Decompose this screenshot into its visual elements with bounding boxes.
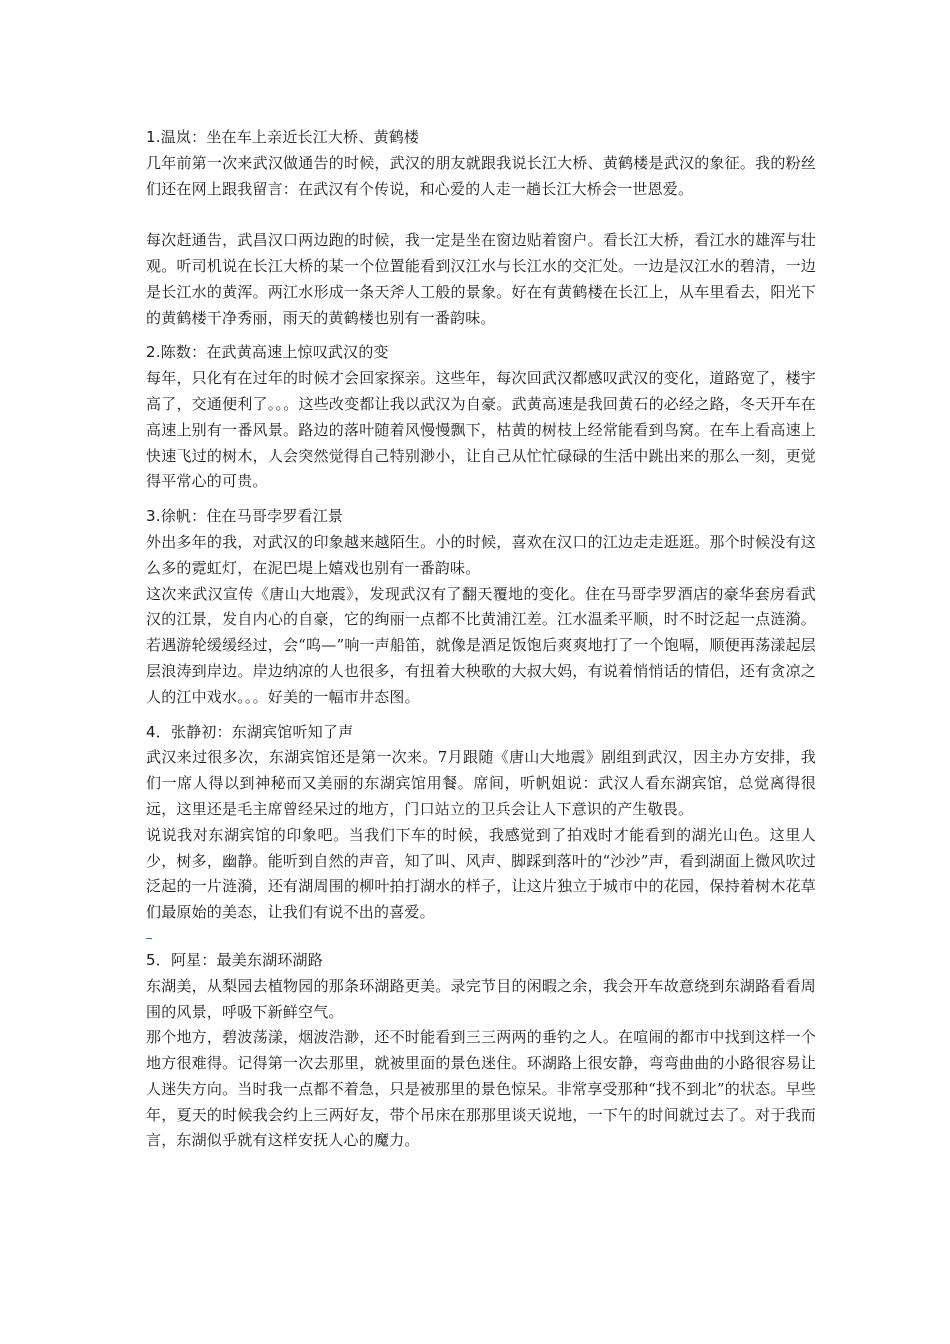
- section-title: ．张静初：东湖宾馆听知了声: [155, 722, 354, 741]
- paragraph: 外出多年的我，对武汉的印象越来越陌生。小的时候，喜欢在汉口的江边走走逛逛。那个时候没有这么多的霓虹灯，在泥巴堤上嬉戏也别有一番韵味。: [146, 532, 816, 577]
- hyperlink-marker[interactable]: [146, 938, 152, 939]
- section-4: [146, 720, 816, 926]
- paragraph: 每次赶通告，武昌汉口两边跑的时候，我一定是坐在窗边贴着窗户。看长江大桥，看江水的雄浑与壮观。听司机说在长江大桥的某一个位置能看到汉江水与长江水的交汇处。一边是汉江水的碧清，一边是长江水的黄浑。两江水形成一条天斧人工般的景象。好在有黄鹤楼在长江上，从车里看去，阳光下的黄鹤楼干净秀丽，雨天的黄鹤楼也别有一番韵味。: [146, 231, 816, 327]
- paragraph: 这次来武汉宣传《唐山大地震》，发现武汉有了翻天覆地的变化。住在马哥孛罗酒店的豪华套房看武汉的江景，发自内心的自豪，它的绚丽一点都不比黄浦江差。江水温柔平顺，时不时泛起一点涟漪。若遇游轮缓缓经过，会“呜—”响一声船笛，就像是酒足饭饱后爽爽地打了一个饱嗝，顺便再荡漾起层层浪涛到岸边。岸边纳凉的人也很多，有扭着大秧歌的大叔大妈，有说着悄悄话的情侣，还有贪凉之人的江中戏水。。。好美的一幅市井态图。: [146, 584, 816, 706]
- section-title: 温岚：坐在车上亲近长江大桥、黄鹤楼: [160, 128, 420, 146]
- section-heading: [146, 125, 816, 151]
- paragraph: 几年前第一次来武汉做通告的时候，武汉的朋友就跟我说长江大桥、黄鹤楼是武汉的象征。我的粉丝们还在网上跟我留言：在武汉有个传说，和心爱的人走一趟长江大桥会一世恩爱。: [146, 153, 816, 198]
- article-body: [146, 125, 816, 1163]
- blank-line: [146, 202, 816, 228]
- section-number: 2.: [146, 343, 161, 362]
- paragraph: 东湖美，从梨园去植物园的那条环湖路更美。录完节目的闲暇之余，我会开车故意绕到东湖路看看周围的风景，呼吸下新鲜空气。: [146, 976, 816, 1021]
- section-heading: [146, 720, 816, 746]
- paragraph: 武汉来过很多次，东湖宾馆还是第一次来。7月跟随《唐山大地震》剧组到武汉，因主办方安排，我们一席人得以到神秘而又美丽的东湖宾馆用餐。席间，听帆姐说：武汉人看东湖宾馆，总觉离得很远，这里还是毛主席曾经呆过的地方，门口站立的卫兵会让人下意识的产生敬畏。: [146, 748, 816, 818]
- section-heading: [146, 340, 816, 366]
- paragraph: 每年，只化有在过年的时候才会回家探亲。这些年，每次回武汉都感叹武汉的变化，道路宽了，楼宇高了，交通便利了。。。这些改变都让我以武汉为自豪。武黄高速是我回黄石的必经之路，冬天开车在高速上别有一番风景。路边的落叶随着风慢慢飘下，枯黄的树枝上经常能看到鸟窝。在车上看高速上快速飞过的树木，人会突然觉得自己特别渺小，让自己从忙忙碌碌的生活中跳出来的那么一刻，更觉得平常心的可贵。: [146, 369, 816, 491]
- section-title: ．阿星：最美东湖环湖路: [155, 950, 323, 969]
- section-title: 陈数：在武黄高速上惊叹武汉的变: [160, 343, 389, 362]
- section-title: 徐帆：住在马哥孛罗看江景: [160, 507, 344, 526]
- section-number: 1.: [146, 128, 161, 146]
- paragraph: 那个地方，碧波荡漾，烟波浩渺，还不时能看到三三两两的垂钓之人。在喧闹的都市中找到这样一个地方很难得。记得第一次去那里，就被里面的景色迷住。环湖路上很安静，弯弯曲曲的小路很容易让人迷失方向。当时我一点都不着急，只是被那里的景色惊呆。非常享受那种“找不到北”的状态。早些年，夏天的时候我会约上三两好友，带个吊床在那那里谈天说地，一下午的时间就过去了。对于我而言，东湖似乎就有这样安抚人心的魔力。: [146, 1028, 816, 1150]
- section-number: 5: [146, 950, 156, 969]
- paragraph: 说说我对东湖宾馆的印象吧。当我们下车的时候，我感觉到了拍戏时才能看到的湖光山色。这里人少，树多，幽静。能听到自然的声音，知了叫、风声、脚踩到落叶的“沙沙”声，看到湖面上微风吹过泛起的一片涟漪，还有湖周围的柳叶拍打湖水的样子，让这片独立于城市中的花园，保持着树木花草们最原始的美态，让我们有说不出的喜爱。: [146, 825, 816, 922]
- section-number: 3.: [146, 507, 161, 526]
- section-2: [146, 340, 816, 495]
- section-5: [146, 948, 816, 1154]
- section-heading: [146, 948, 816, 974]
- section-heading: [146, 504, 816, 530]
- section-number: 4: [146, 722, 156, 741]
- section-1: [146, 125, 816, 331]
- section-3: [146, 504, 816, 710]
